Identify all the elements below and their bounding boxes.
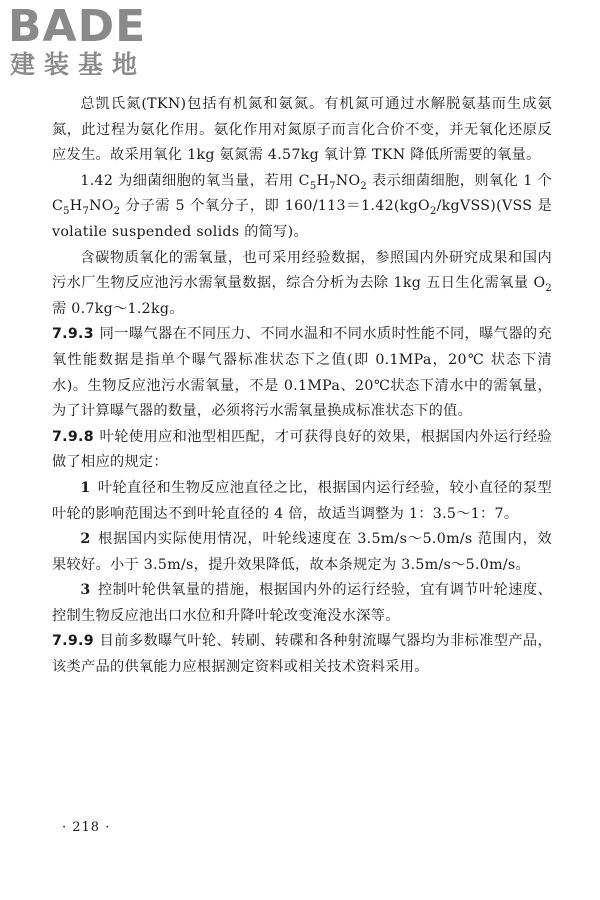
clause-7-9-8 <box>52 425 552 476</box>
logo-subtitle: 建装基地 <box>10 50 147 79</box>
item-number: 2 <box>80 531 91 548</box>
item-text: 叶轮直径和生物反应池直径之比，根据国内运行经验，较小直径的泵型叶轮的影响范围达不到叶轮直径的 4 倍，故适当调整为 1：3.5～1：7。 <box>52 479 552 522</box>
clause-text: 叶轮使用应和池型相匹配，才可获得良好的效果，根据国内外运行经验做了相应的规定： <box>52 428 552 471</box>
list-item <box>52 527 552 578</box>
paragraph-oxygen-equivalent: 1.42 为细菌细胞的氧当量，若用 $C_5H_7NO_2$ 表示细菌细胞，则氧化 1 个 $C_5H_7NO_2$ 分子需 5 个氧分子，即 160/113＝1.42(kgO$_2$/kgVSS)(VSS 是 volatile suspended solids 的简写)。 <box>52 172 553 240</box>
logo-wordmark: BADE <box>8 1 147 52</box>
page-number: · 218 · <box>62 820 111 835</box>
clause-text: 目前多数曝气叶轮、转刷、转碟和各种射流曝气器均为非标准型产品，该类产品的供氧能力应根据测定资料或相关技术资料采用。 <box>52 633 552 676</box>
item-text: 控制叶轮供氧量的措施，根据国内外的运行经验，宜有调节叶轮速度、控制生物反应池出口水位和升降叶轮改变淹没水深等。 <box>52 582 552 624</box>
clause-number: 7.9.8 <box>52 428 94 445</box>
page-body <box>52 92 552 681</box>
list-item <box>52 476 552 527</box>
item-number: 3 <box>80 582 91 599</box>
brand-logo <box>8 1 178 80</box>
clause-number: 7.9.3 <box>52 326 94 343</box>
clause-7-9-3 <box>52 322 552 424</box>
clause-7-9-9 <box>52 629 552 680</box>
paragraph-tkn: 总凯氏氮(TKN)包括有机氮和氨氮。有机氮可通过水解脱氨基而生成氨氮，此过程为氨化作用。氨化作用对氮原子而言化合价不变，并无氧化还原反应发生。故采用氧化 1kg 氨氮需 4.57kg 氧计算 TKN 降低所需要的氧量。 <box>52 96 552 164</box>
paragraph-carbon-oxygen-demand: 含碳物质氧化的需氧量，也可采用经验数据，参照国内外研究成果和国内污水厂生物反应池污水需氧量数据，综合分析为去除 1kg 五日生化需氧量 $O_2$ 需 0.7kg～1.2kg。 <box>52 249 552 317</box>
list-item <box>52 578 552 629</box>
item-number: 1 <box>80 479 91 496</box>
clause-text: 同一曝气器在不同压力、不同水温和不同水质时性能不同，曝气器的充氧性能数据是指单个曝气器标准状态下之值(即 0.1MPa，20℃ 状态下清水)。生物反应池污水需氧量，不是 0.1MPa、20℃状态下清水中的需氧量，为了计算曝气器的数量，必须将污水需氧量换成标准状态下的值。 <box>52 326 552 420</box>
item-text: 根据国内实际使用情况，叶轮线速度在 3.5m/s～5.0m/s 范围内，效果较好。小于 3.5m/s，提升效果降低，故本条规定为 3.5m/s～5.0m/s。 <box>52 531 552 573</box>
clause-number: 7.9.9 <box>52 633 94 650</box>
